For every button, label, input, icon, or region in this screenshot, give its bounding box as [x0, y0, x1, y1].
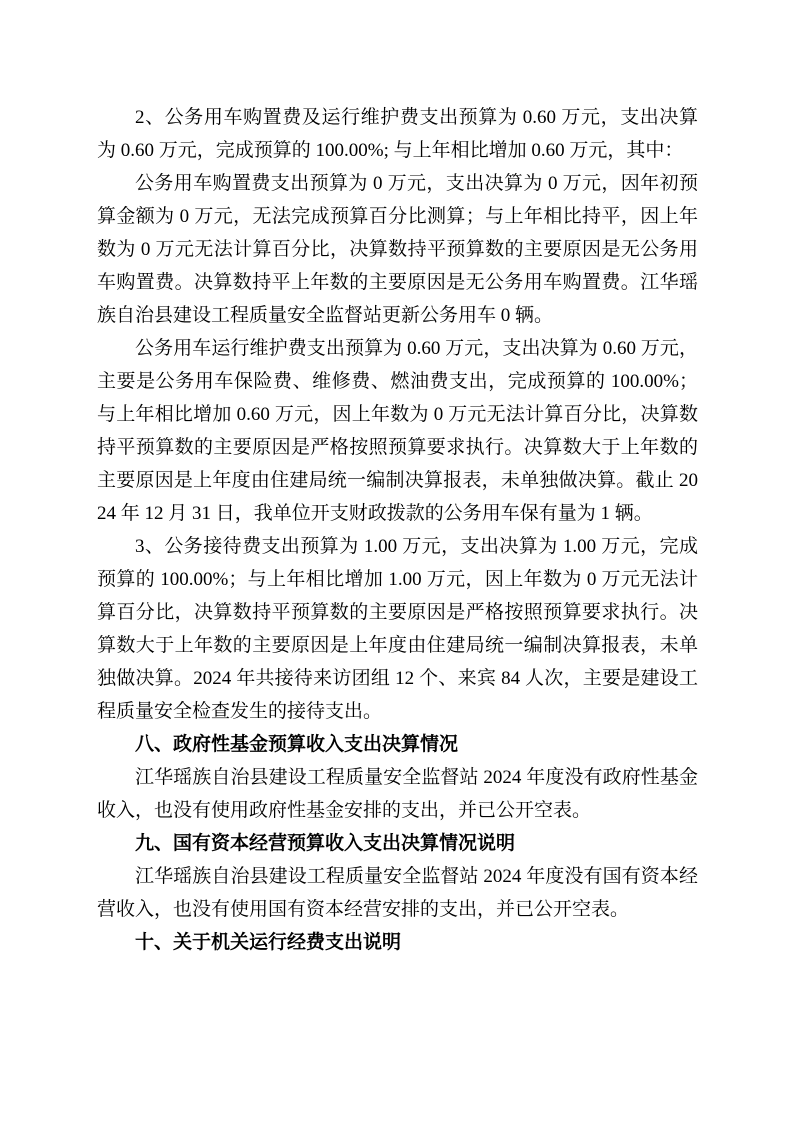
paragraph-state-capital-budget: 江华瑶族自治县建设工程质量安全监督站 2024 年度没有国有资本经营收入，也没有使用国有资本经营安排的支出，并已公开空表。 — [97, 866, 698, 920]
paragraph-vehicle-purchase-cost: 公务用车购置费支出预算为 0 万元，支出决算为 0 万元，因年初预算金额为 0 万元，无法完成预算百分比测算；与上年相比持平，因上年数为 0 万元无法计算百分比，决算数持平预算数的主要原因是无公务用车购置费。决算数持平上年数的主要原因是无公务用车购置费。江华瑶族自治县建设工程质量安全监督站更新公务用车 0 辆。 — [97, 173, 698, 326]
paragraph-vehicle-maintenance-cost: 公务用车运行维护费支出预算为 0.60 万元，支出决算为 0.60 万元，主要是公务用车保险费、维修费、燃油费支出，完成预算的 100.00%；与上年相比增加 0.60 万元，因上年数为 0 万元无法计算百分比，决算数持平预算数的主要原因是严格按照预算要求执行。决算数大于上年数的主要原因是上年度由住建局统一编制决算报表，未单独做决算。截止 2024 年 12 月 31 日，我单位开支财政拨款的公务用车保有量为 1 辆。 — [97, 338, 698, 524]
document-content — [97, 101, 698, 959]
section-heading-gov-fund-budget: 八、政府性基金预算收入支出决算情况 — [135, 734, 459, 755]
section-heading-state-capital-budget: 九、国有资本经营预算收入支出决算情况说明 — [135, 833, 516, 854]
paragraph-vehicle-total-cost: 2、公务用车购置费及运行维护费支出预算为 0.60 万元，支出决算为 0.60 万元，完成预算的 100.00%; 与上年相比增加 0.60 万元，其中： — [97, 107, 698, 161]
section-heading-agency-operating-expense: 十、关于机关运行经费支出说明 — [135, 932, 402, 953]
paragraph-official-reception-cost: 3、公务接待费支出预算为 1.00 万元，支出决算为 1.00 万元，完成预算的 100.00%；与上年相比增加 1.00 万元，因上年数为 0 万元无法计算百分比，决算数持平预算数的主要原因是严格按照预算要求执行。决算数大于上年数的主要原因是上年度由住建局统一编制决算报表，未单独做决算。2024 年共接待来访团组 12 个、来宾 84 人次，主要是建设工程质量安全检查发生的接待支出。 — [97, 536, 698, 722]
paragraph-gov-fund-budget: 江华瑶族自治县建设工程质量安全监督站 2024 年度没有政府性基金收入，也没有使用政府性基金安排的支出，并已公开空表。 — [97, 767, 698, 821]
